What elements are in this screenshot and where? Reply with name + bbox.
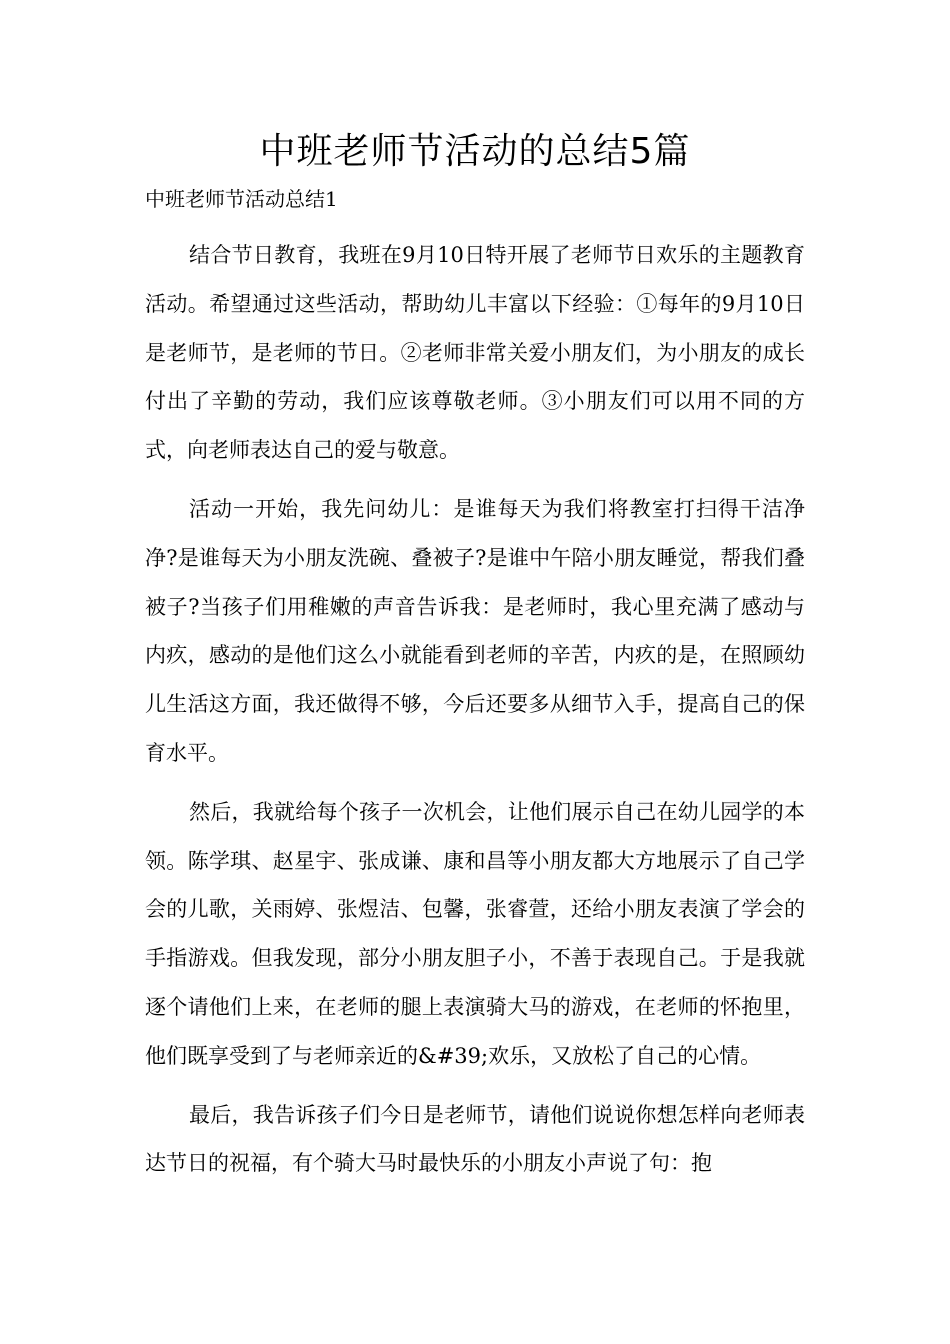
paragraph-3: 然后，我就给每个孩子一次机会，让他们展示自己在幼儿园学的本领。陈学琪、赵星宇、张成谦、康和昌等小朋友都大方地展示了自己学会的儿歌，关雨婷、张煜洁、包馨，张睿萱，还给小朋友表演了学会的手指游戏。但我发现，部分小朋友胆子小，不善于表现自己。于是我就逐个请他们上来，在老师的腿上表演骑大马的游戏，在老师的怀抱里，他们既享受到了与老师亲近的&#39;欢乐，又放松了自己的心情。 (145, 799, 805, 1068)
document-body (145, 231, 805, 1198)
paragraph-4: 最后，我告诉孩子们今日是老师节，请他们说说你想怎样向老师表达节日的祝福，有个骑大马时最快乐的小朋友小声说了句：抱 (145, 1102, 805, 1176)
document-title: 中班老师节活动的总结5篇 (259, 131, 691, 172)
paragraph-2: 活动一开始，我先问幼儿：是谁每天为我们将教室打扫得干洁净净?是谁每天为小朋友洗碗、叠被子?是谁中午陪小朋友睡觉，帮我们叠被子?当孩子们用稚嫩的声音告诉我：是老师时，我心里充满了感动与内疚，感动的是他们这么小就能看到老师的辛苦，内疚的是，在照顾幼儿生活这方面，我还做得不够，今后还要多从细节入手，提高自己的保育水平。 (145, 496, 805, 765)
paragraph-1: 结合节日教育，我班在9月10日特开展了老师节日欢乐的主题教育活动。希望通过这些活动，帮助幼儿丰富以下经验：①每年的9月10日是老师节，是老师的节日。②老师非常关爱小朋友们，为小朋友的成长付出了辛勤的劳动，我们应该尊敬老师。③小朋友们可以用不同的方式，向老师表达自己的爱与敬意。 (145, 243, 805, 463)
section-heading: 中班老师节活动总结1 (145, 187, 338, 211)
